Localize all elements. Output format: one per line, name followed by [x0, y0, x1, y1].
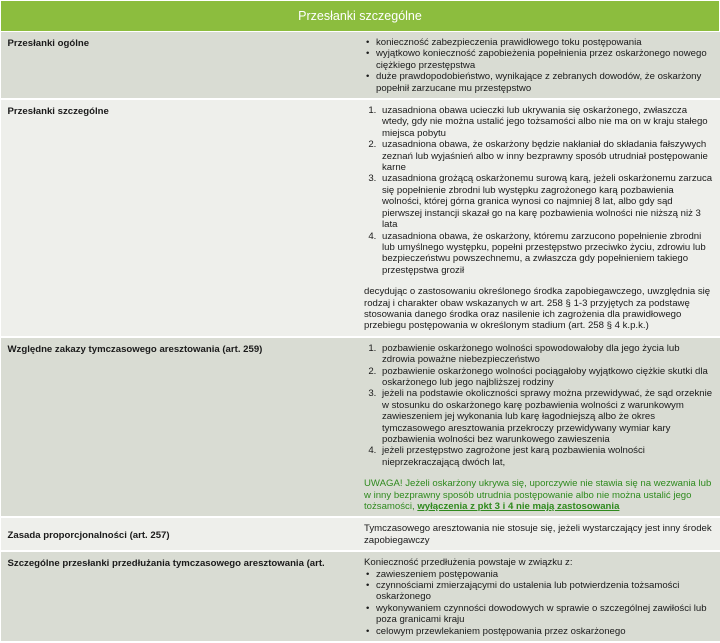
table-row-specific — [1, 99, 720, 337]
row-content — [360, 32, 720, 100]
warning-note — [364, 478, 714, 512]
row-content — [360, 99, 720, 337]
row-label: Przesłanki szczególne — [1, 99, 361, 337]
list-item: • celowym przewlekaniem postępowania przez oskarżonego — [364, 626, 714, 637]
row-intro: Konieczność przedłużenia powstaje w związku z: — [364, 557, 573, 569]
row-label: Względne zakazy tymczasowego aresztowania (art. 259) — [1, 337, 361, 518]
table-row-extension — [1, 551, 720, 642]
list-item: 1. uzasadniona obawa ucieczki lub ukrywania się oskarżonego, zwłaszcza wtedy, gdy nie można ustalić jego tożsamości albo nie ma on w kraju stałego miejsca pobytu — [379, 105, 714, 139]
numbered-list — [364, 343, 714, 468]
list-item: • konieczność zabezpieczenia prawidłowego toku postępowania — [364, 37, 714, 48]
table-row-proportionality — [1, 517, 720, 551]
table-row-general — [1, 32, 720, 100]
bullet-list — [364, 569, 714, 637]
list-item: 3. jeżeli na podstawie okoliczności sprawy można przewidywać, że sąd orzeknie w stosunku do oskarżonego karę pozbawienia wolności z warunkowym zawieszeniem jej wykonania lub karę łagodniejszą albo że okres tymczasowego aresztowania przekroczy przewidywany wymiar kary pozbawienia wolności bez warunkowego zawieszenia — [379, 388, 714, 445]
list-item: • duże prawdopodobieństwo, wynikające z zebranych dowodów, że oskarżony popełnił zarzucane mu przestępstwo — [364, 71, 714, 94]
list-item: 4. jeżeli przestępstwo zagrożone jest karą pozbawienia wolności nieprzekraczającą dwóch lat, — [379, 445, 714, 468]
list-item: • wyjątkowo konieczność zapobieżenia popełnienia przez oskarżonego nowego ciężkiego przestępstwa — [364, 48, 714, 71]
list-item: 1. pozbawienie oskarżonego wolności spowodowałoby dla jego życia lub zdrowia poważne niebezpieczeństwo — [379, 343, 714, 366]
table-row-relative-bans — [1, 337, 720, 518]
list-item: • zawieszeniem postępowania — [364, 569, 714, 580]
list-item: 4. uzasadniona obawa, że oskarżony, któremu zarzucono popełnienie zbrodni lub umyślnego występku, popełni przestępstwo przeciwko życiu, zdrowiu lub bezpieczeństwu powszechnemu, a zwłaszcza gdy popełnieniem takiego przestępstwa groził — [379, 231, 714, 277]
row-content — [360, 337, 720, 518]
warning-text: UWAGA! Jeżeli oskarżony ukrywa się, uporczywie nie stawia się na wezwania lub w inny bezprawny sposób utrudnia postępowanie albo nie można ustalić jego tożsamości, — [364, 478, 712, 513]
numbered-list — [364, 105, 714, 276]
row-content — [360, 551, 720, 642]
row-label: Zasada proporcjonalności (art. 257) — [1, 517, 361, 551]
bullet-list — [364, 37, 714, 94]
row-content: Tymczasowego aresztowania nie stosuje się, jeżeli wystarczający jest inny środek zapobiegawczy — [360, 517, 720, 551]
list-item: 2. pozbawienie oskarżonego wolności pociągałoby wyjątkowo ciężkie skutki dla oskarżonego lub jego najbliższej rodziny — [379, 366, 714, 389]
row-label: Przesłanki ogólne — [1, 32, 361, 100]
warning-emphasis: wyłączenia z pkt 3 i 4 nie mają zastosowania — [417, 501, 620, 513]
list-item: 2. uzasadniona obawa, że oskarżony będzie nakłaniał do składania fałszywych zeznań lub wyjaśnień albo w inny bezprawny sposób utrudniał postępowanie karne — [379, 139, 714, 173]
row-label: Szczególne przesłanki przedłużania tymczasowego aresztowania (art. — [1, 551, 361, 642]
list-item: 3. uzasadniona grożącą oskarżonemu surową karą, jeżeli oskarżonemu zarzuca się popełnienie zbrodni lub występku zagrożonego karą pozbawienia wolności, której górna granica wynosi co najmniej 8 lat, albo gdy sąd pierwszej instancji skazał go na karę pozbawienia wolności nie niższą niż 3 lata — [379, 173, 714, 230]
table-title: Przesłanki szczególne — [1, 1, 720, 32]
list-item: • czynnościami zmierzającymi do ustalenia lub potwierdzenia tożsamości oskarżonego — [364, 580, 714, 603]
row-note: decydując o zastosowaniu określonego środka zapobiegawczego, uwzględnia się rodzaj i charakter obaw wskazanych w art. 258 § 1-3 przyjętych za podstawę stosowania danego środka oraz nasilenie ich zagrożenia dla prawidłowego przebiegu postępowania w określonym stadium (art. 258 § 4 k.p.k.) — [364, 286, 711, 332]
list-item: • wykonywaniem czynności dowodowych w sprawie o szczególnej zawiłości lub poza granicami kraju — [364, 603, 714, 626]
